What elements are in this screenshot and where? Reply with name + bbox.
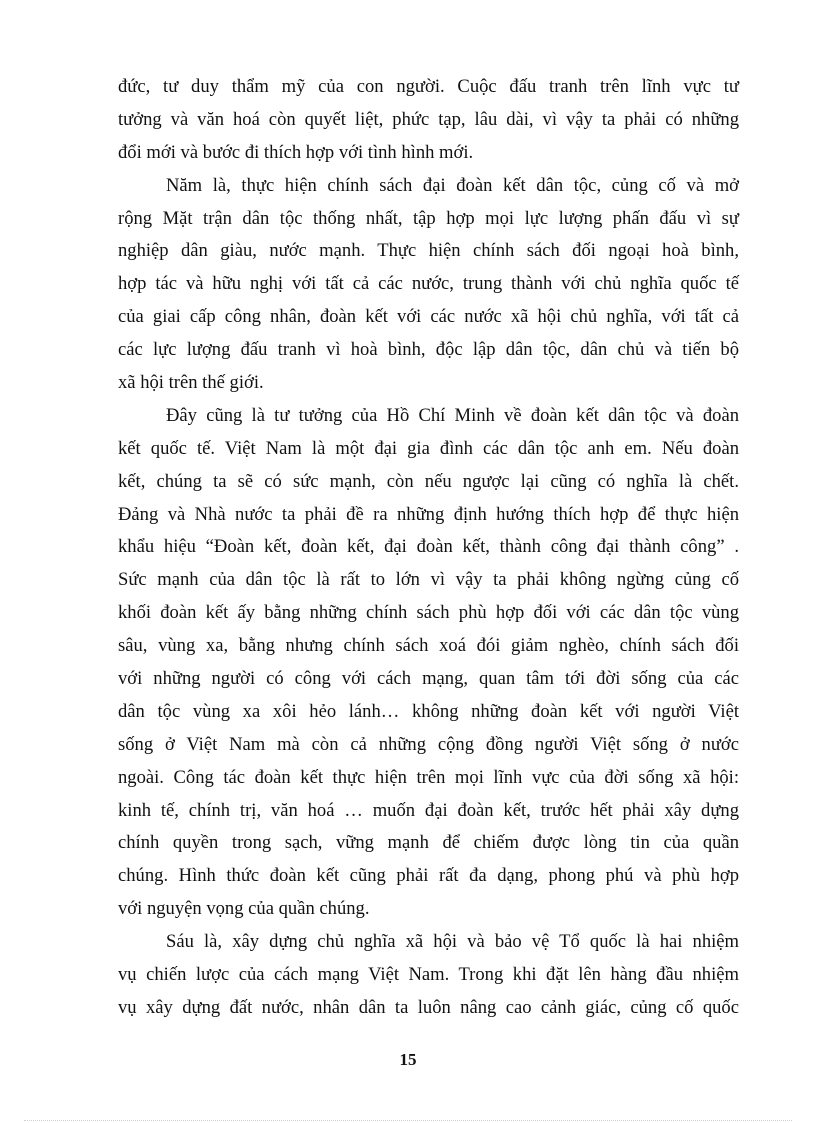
text-line: kết, chúng ta sẽ có sức mạnh, còn nếu ngược lại cũng có nghĩa là chết. <box>118 470 739 492</box>
text-line: kinh tế, chính trị, văn hoá … muốn đại đoàn kết, trước hết phải xây dựng <box>118 799 739 821</box>
text-line: các lực lượng đấu tranh vì hoà bình, độc lập dân tộc, dân chủ và tiến bộ <box>118 339 739 361</box>
text-line: kết quốc tế. Việt Nam là một đại gia đình các dân tộc anh em. Nếu đoàn <box>118 437 739 459</box>
text-line: với nguyện vọng của quần chúng. <box>118 898 370 920</box>
text-line: Đảng và Nhà nước ta phải đề ra những định hướng thích hợp để thực hiện <box>118 503 739 525</box>
text-line: đổi mới và bước đi thích hợp với tình hình mới. <box>118 141 474 163</box>
paragraph-continuation <box>118 71 739 170</box>
page-number: 15 <box>399 1050 417 1069</box>
text-line: vụ chiến lược của cách mạng Việt Nam. Trong khi đặt lên hàng đầu nhiệm <box>118 964 739 986</box>
text-line: tưởng và văn hoá còn quyết liệt, phức tạp, lâu dài, vì vậy ta phải có những <box>118 108 739 130</box>
text-line: dân tộc vùng xa xôi hẻo lánh… không những đoàn kết với người Việt <box>118 700 739 722</box>
text-line: Sức mạnh của dân tộc là rất to lớn vì vậy ta phải không ngừng củng cố <box>118 569 739 591</box>
text-line: Đây cũng là tư tưởng của Hồ Chí Minh về đoàn kết dân tộc và đoàn <box>166 404 739 426</box>
text-line: xã hội trên thế giới. <box>118 372 264 394</box>
paragraph-sau-la <box>118 926 739 1025</box>
text-line: chính quyền trong sạch, vững mạnh để chiếm được lòng tin của quần <box>118 832 739 854</box>
text-line: của giai cấp công nhân, đoàn kết với các nước xã hội chủ nghĩa, với tất cả <box>118 306 739 328</box>
text-line: đức, tư duy thẩm mỹ của con người. Cuộc đấu tranh trên lĩnh vực tư <box>118 76 739 97</box>
page-bottom-divider <box>24 1120 792 1121</box>
text-line: rộng Mặt trận dân tộc thống nhất, tập hợp mọi lực lượng phấn đấu vì sự <box>118 207 739 229</box>
text-line: sống ở Việt Nam mà còn cả những cộng đồng người Việt sống ở nước <box>118 733 739 755</box>
body-text <box>118 71 739 1025</box>
text-line: vụ xây dựng đất nước, nhân dân ta luôn nâng cao cảnh giác, củng cố quốc <box>118 996 739 1018</box>
text-line: Năm là, thực hiện chính sách đại đoàn kết dân tộc, củng cố và mở <box>166 174 739 196</box>
text-line: hợp tác và hữu nghị với tất cả các nước, trung thành với chủ nghĩa quốc tế <box>118 273 739 295</box>
text-line: khẩu hiệu “Đoàn kết, đoàn kết, đại đoàn kết, thành công đại thành công” . <box>118 536 739 558</box>
text-line: nghiệp dân giàu, nước mạnh. Thực hiện chính sách đối ngoại hoà bình, <box>118 240 739 262</box>
text-line: khối đoàn kết ấy bằng những chính sách phù hợp đối với các dân tộc vùng <box>118 602 739 624</box>
text-line: Sáu là, xây dựng chủ nghĩa xã hội và bảo vệ Tổ quốc là hai nhiệm <box>166 931 739 953</box>
paragraph-nam-la <box>118 170 739 400</box>
text-line: với những người có công với cách mạng, quan tâm tới đời sống của các <box>118 668 739 690</box>
text-line: chúng. Hình thức đoàn kết cũng phải rất đa dạng, phong phú và phù hợp <box>118 865 739 887</box>
paragraph-doan-ket <box>118 400 739 926</box>
text-line: sâu, vùng xa, bằng nhưng chính sách xoá đói giảm nghèo, chính sách đối <box>118 635 739 657</box>
text-line: ngoài. Công tác đoàn kết thực hiện trên mọi lĩnh vực của đời sống xã hội: <box>118 766 739 788</box>
